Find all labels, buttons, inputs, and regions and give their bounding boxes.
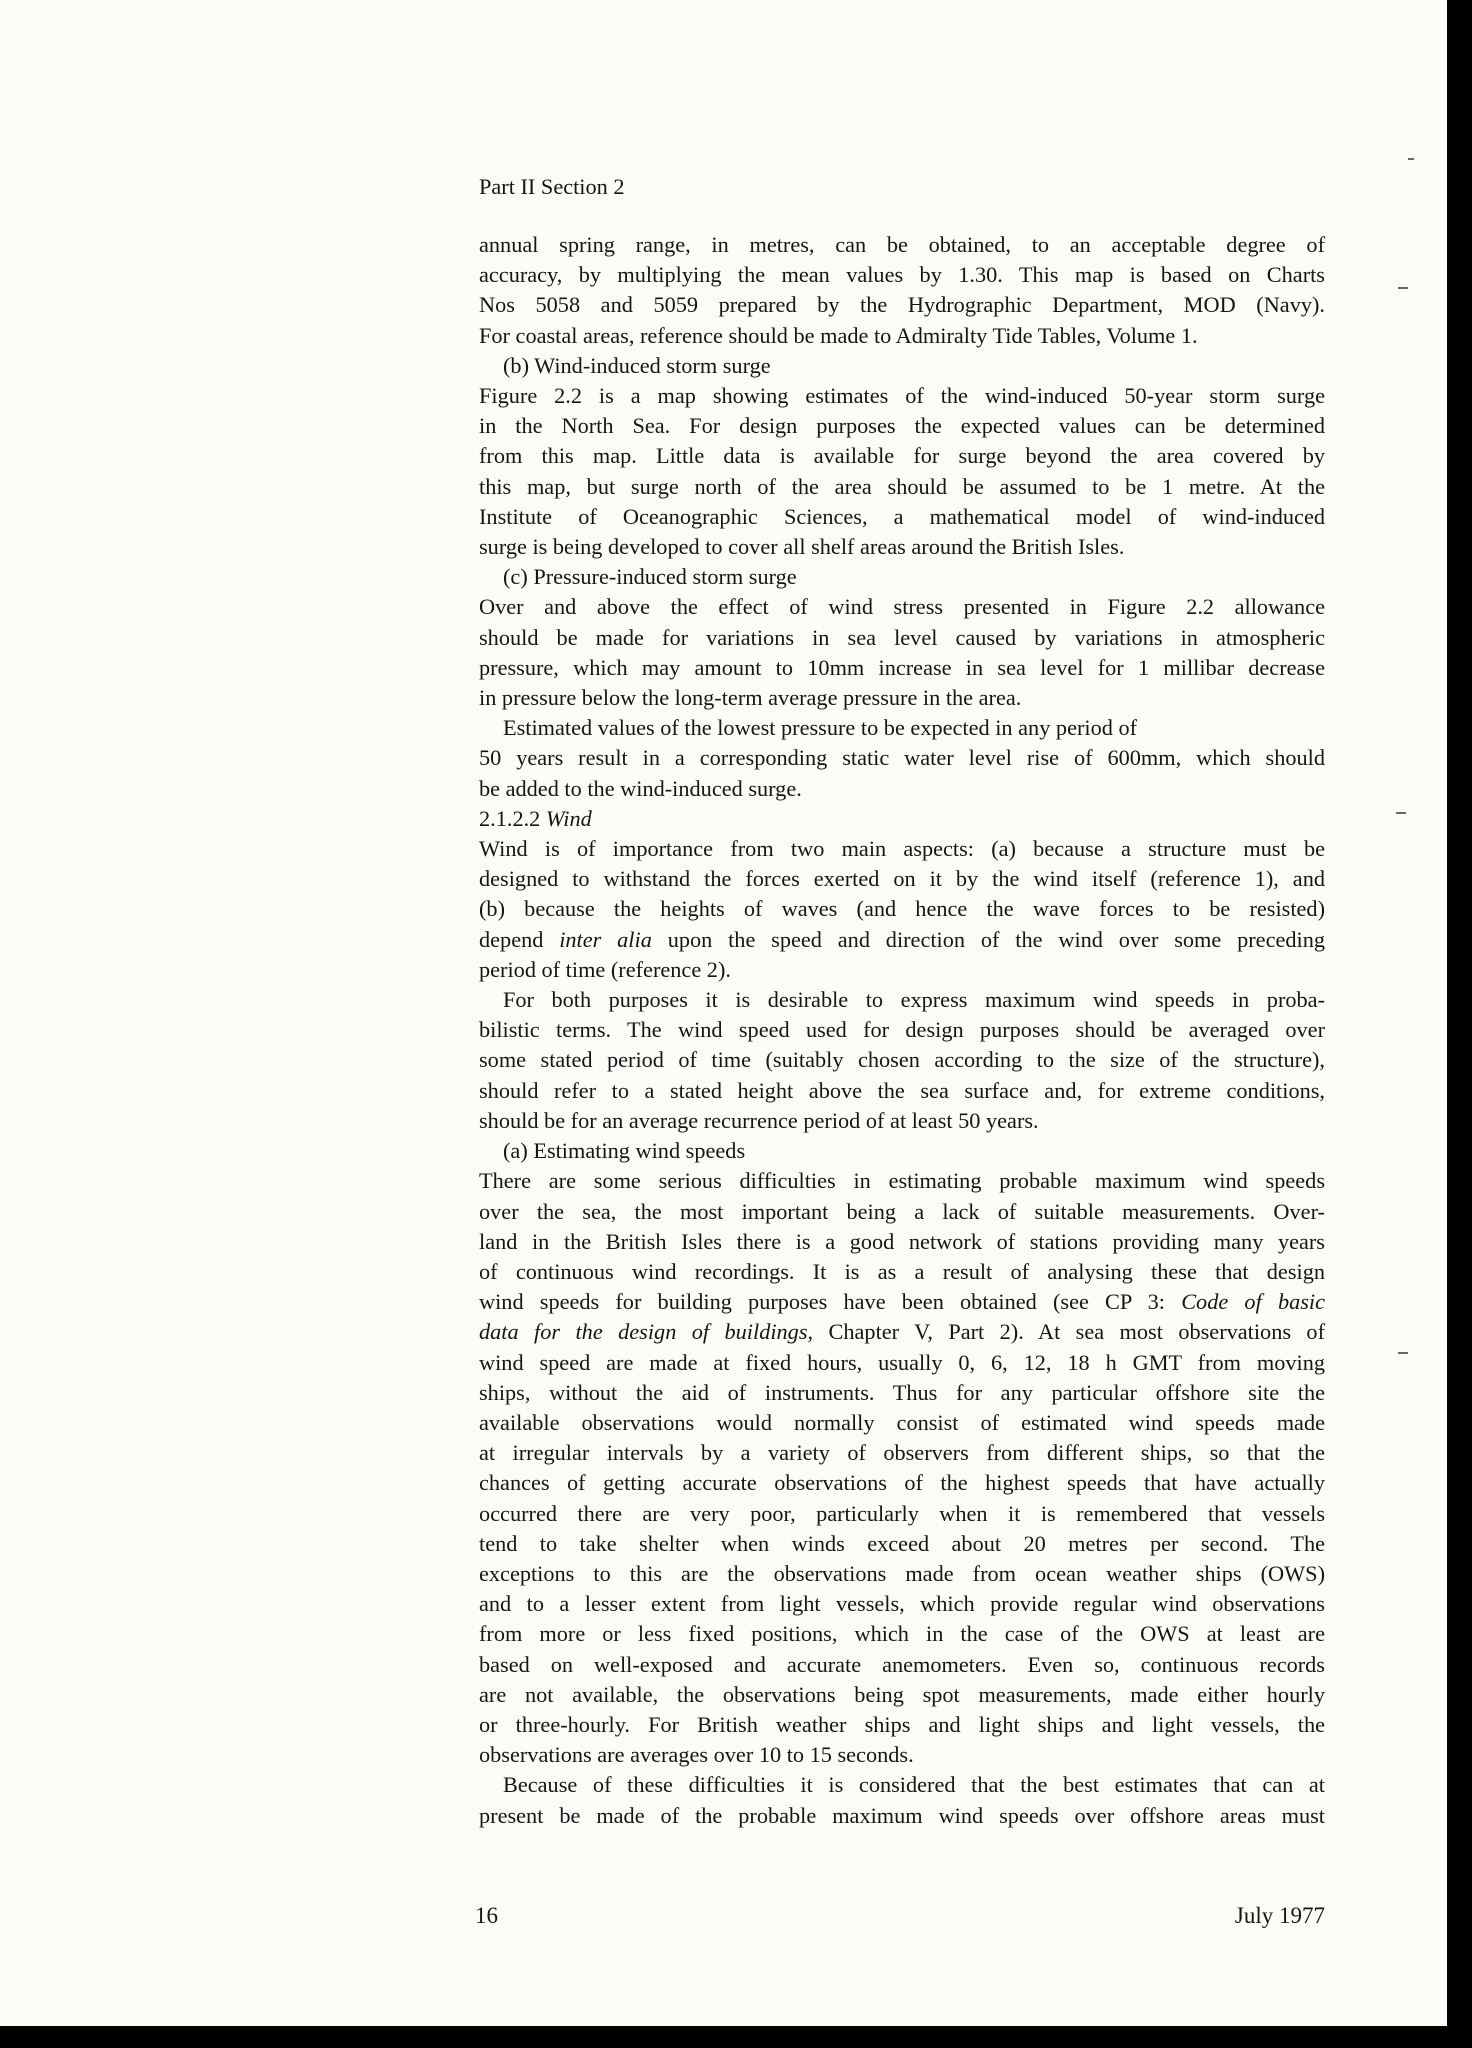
italic-text: data for the design of buildings, [479, 1319, 814, 1345]
scan-mark [1398, 1352, 1408, 1354]
line-text: (b) because the heights of waves (and hence the wave forces to be resisted) [479, 896, 1325, 922]
text-line [479, 653, 1325, 683]
line-text: in pressure below the long-term average pressure in the area. [479, 685, 1022, 711]
text-line [479, 260, 1325, 290]
line-text: upon the speed and direction of the wind over some preceding [667, 926, 1326, 952]
scan-mark [1396, 812, 1406, 814]
text-line [479, 623, 1325, 653]
line-text: occurred there are very poor, particularly when it is remembered that vessels [479, 1500, 1325, 1526]
text-line [479, 1227, 1325, 1257]
line-text: in the North Sea. For design purposes the expected values can be determined [479, 413, 1325, 439]
text-line [479, 925, 1325, 955]
line-text: surge is being developed to cover all shelf areas around the British Isles. [479, 534, 1125, 560]
text-line [479, 1680, 1325, 1710]
text-line [479, 1166, 1325, 1196]
line-text: are not available, the observations being spot measurements, made either hourly [479, 1681, 1325, 1707]
text-line [479, 381, 1325, 411]
section-header: Part II Section 2 [479, 174, 625, 199]
text-line [479, 743, 1325, 773]
text-line [479, 411, 1325, 441]
text-line [479, 894, 1325, 924]
line-text: There are some serious difficulties in estimating probable maximum wind speeds [479, 1168, 1325, 1194]
line-text: should refer to a stated height above the sea surface and, for extreme conditions, [479, 1077, 1325, 1103]
text-line [479, 472, 1325, 502]
text-line [479, 321, 1325, 351]
line-text: exceptions to this are the observations made from ocean weather ships (OWS) [479, 1560, 1325, 1586]
line-text: Chapter V, Part 2). At sea most observations of [828, 1319, 1326, 1345]
text-line [479, 1378, 1325, 1408]
italic-text: Wind [545, 805, 592, 831]
line-text: Institute of Oceanographic Sciences, a mathematical model of wind-induced [479, 503, 1325, 529]
text-line [479, 502, 1325, 532]
text-line [479, 1740, 1325, 1770]
text-line [479, 804, 1325, 834]
line-text: accuracy, by multiplying the mean values by 1.30. This map is based on Charts [479, 262, 1325, 288]
text-line [479, 1438, 1325, 1468]
line-text: from this map. Little data is available for surge beyond the area covered by [479, 443, 1325, 469]
text-line [479, 1801, 1325, 1831]
line-text: should be made for variations in sea level caused by variations in atmospheric [479, 624, 1325, 650]
text-line [479, 1257, 1325, 1287]
text-line [479, 774, 1325, 804]
text-line [479, 1619, 1325, 1649]
text-line [479, 1136, 1325, 1166]
text-line [479, 562, 1325, 592]
italic-text: Code of basic [1181, 1289, 1326, 1315]
line-text: Wind is of importance from two main aspects: (a) because a structure must be [479, 836, 1325, 862]
line-text: Because of these difficulties it is considered that the best estimates that can at [503, 1772, 1325, 1798]
line-text: depend [479, 926, 544, 952]
text-line [479, 1317, 1325, 1347]
text-line [479, 1287, 1325, 1317]
text-line [479, 1529, 1325, 1559]
page-footer [475, 1903, 1325, 1929]
text-line [479, 1650, 1325, 1680]
text-line [479, 351, 1325, 381]
text-line [479, 1348, 1325, 1378]
line-text: designed to withstand the forces exerted on it by the wind itself (reference 1), and [479, 866, 1325, 892]
line-text: 50 years result in a corresponding static water level rise of 600mm, which should [479, 745, 1325, 771]
text-line [479, 592, 1325, 622]
scan-mark [1398, 287, 1408, 289]
line-text: period of time (reference 2). [479, 956, 731, 982]
line-text: should be for an average recurrence period of at least 50 years. [479, 1107, 1039, 1133]
line-text: some stated period of time (suitably chosen according to the size of the structure), [479, 1047, 1325, 1073]
line-text: For coastal areas, reference should be made to Admiralty Tide Tables, Volume 1. [479, 322, 1198, 348]
line-text: bilistic terms. The wind speed used for design purposes should be averaged over [479, 1017, 1325, 1043]
body-text [479, 230, 1325, 1831]
page-number: 16 [475, 1903, 498, 1928]
line-text: over the sea, the most important being a lack of suitable measurements. Over- [479, 1198, 1325, 1224]
text-line [479, 532, 1325, 562]
text-line [479, 230, 1325, 260]
text-line [479, 955, 1325, 985]
line-text: For both purposes it is desirable to express maximum wind speeds in proba- [503, 987, 1325, 1013]
text-line [479, 1015, 1325, 1045]
scan-mark [1408, 158, 1414, 160]
line-text: chances of getting accurate observations of the highest speeds that have actually [479, 1470, 1325, 1496]
text-line [479, 683, 1325, 713]
line-text: at irregular intervals by a variety of observers from different ships, so that the [479, 1440, 1325, 1466]
text-line [479, 1408, 1325, 1438]
line-text: annual spring range, in metres, can be obtained, to an acceptable degree of [479, 232, 1325, 257]
line-text: (a) Estimating wind speeds [503, 1138, 746, 1164]
text-line [479, 1076, 1325, 1106]
line-text: be added to the wind-induced surge. [479, 775, 802, 801]
publication-date: July 1977 [1234, 1903, 1325, 1928]
text-line [479, 985, 1325, 1015]
text-line [479, 290, 1325, 320]
line-text: present be made of the probable maximum wind speeds over offshore areas must [479, 1802, 1325, 1828]
line-text: Nos 5058 and 5059 prepared by the Hydrographic Department, MOD (Navy). [479, 292, 1325, 318]
text-line [479, 1106, 1325, 1136]
line-text: of continuous wind recordings. It is as a result of analysing these that design [479, 1258, 1325, 1284]
line-text: wind speeds for building purposes have been obtained (see CP 3: [479, 1289, 1165, 1315]
text-line [479, 1499, 1325, 1529]
line-text: from more or less fixed positions, which in the case of the OWS at least are [479, 1621, 1325, 1647]
line-text: land in the British Isles there is a good network of stations providing many years [479, 1228, 1325, 1254]
text-line [479, 1710, 1325, 1740]
line-text: wind speed are made at fixed hours, usually 0, 6, 12, 18 h GMT from moving [479, 1349, 1325, 1375]
line-text: ships, without the aid of instruments. Thus for any particular offshore site the [479, 1379, 1325, 1405]
text-line [479, 441, 1325, 471]
text-line [479, 834, 1325, 864]
text-line [479, 1045, 1325, 1075]
text-line [479, 1770, 1325, 1800]
line-text: Estimated values of the lowest pressure to be expected in any period of [503, 715, 1138, 741]
line-text: and to a lesser extent from light vessels, which provide regular wind observations [479, 1591, 1325, 1617]
line-text: based on well-exposed and accurate anemometers. Even so, continuous records [479, 1651, 1325, 1677]
line-text: pressure, which may amount to 10mm increase in sea level for 1 millibar decrease [479, 654, 1325, 680]
text-line [479, 864, 1325, 894]
line-text: available observations would normally consist of estimated wind speeds made [479, 1409, 1325, 1435]
line-text: observations are averages over 10 to 15 seconds. [479, 1742, 914, 1768]
line-text: 2.1.2.2 [479, 805, 541, 831]
line-text: Figure 2.2 is a map showing estimates of the wind-induced 50-year storm surge [479, 383, 1325, 409]
line-text: (c) Pressure-induced storm surge [503, 564, 797, 590]
line-text: this map, but surge north of the area should be assumed to be 1 metre. At the [479, 473, 1325, 499]
italic-text: inter alia [559, 926, 652, 952]
text-line [479, 1559, 1325, 1589]
text-line [479, 1589, 1325, 1619]
line-text: or three-hourly. For British weather ships and light ships and light vessels, the [479, 1711, 1325, 1737]
text-line [479, 713, 1325, 743]
line-text: tend to take shelter when winds exceed about 20 metres per second. The [479, 1530, 1325, 1556]
text-line [479, 1468, 1325, 1498]
line-text: (b) Wind-induced storm surge [503, 352, 771, 378]
text-line [479, 1197, 1325, 1227]
line-text: Over and above the effect of wind stress presented in Figure 2.2 allowance [479, 594, 1325, 620]
